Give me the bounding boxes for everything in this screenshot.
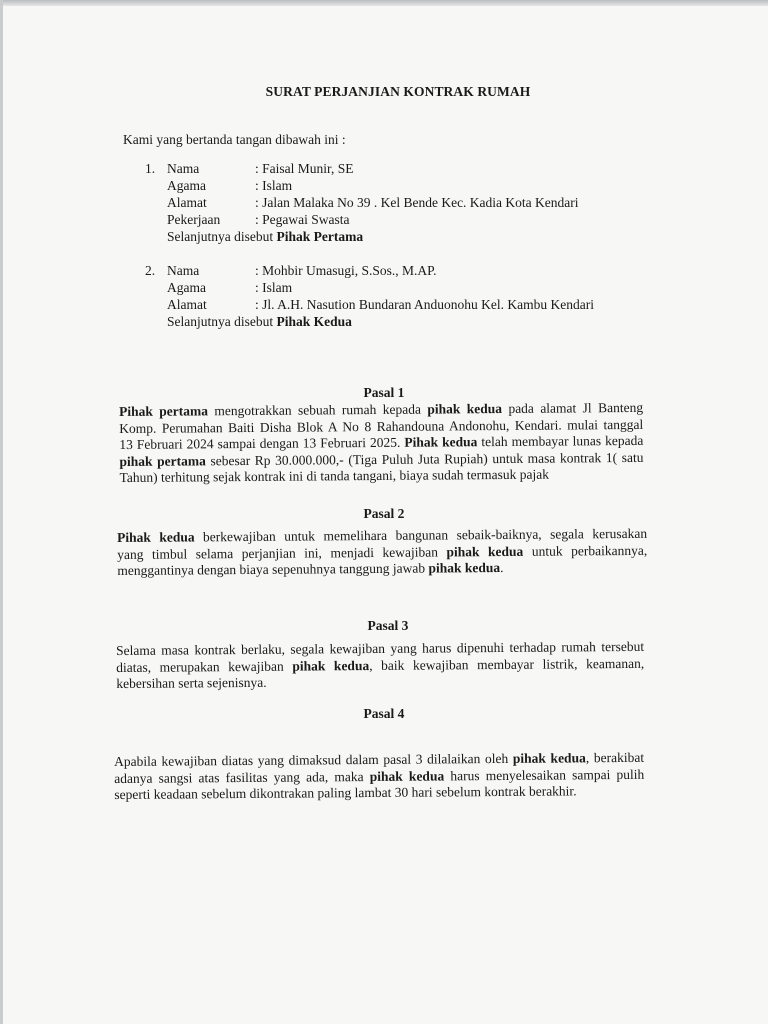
pasal-heading: Pasal 1: [363, 385, 405, 400]
bold-term: pihak pertama: [119, 452, 206, 469]
field-label: Nama: [167, 161, 200, 176]
party-field-row: [145, 177, 579, 194]
text-run: kebersihan serta sejenisnya.: [116, 674, 267, 691]
pasal-body: [117, 526, 647, 580]
party-field-row: [145, 296, 594, 313]
field-label: Pekerjaan: [167, 212, 221, 227]
bold-term: pihak kedua: [428, 559, 501, 576]
designation-prefix: Selanjutnya disebut: [167, 229, 277, 244]
paragraph-line: [116, 672, 644, 693]
pasal-body: [116, 639, 644, 693]
party-1: [145, 160, 579, 245]
text-run: , baik kewajiban membayar listrik, keamanan,: [369, 655, 645, 673]
designation-name: Pihak Pertama: [276, 229, 364, 244]
bold-term: pihak kedua: [446, 543, 524, 559]
text-run: pada alamat Jl Banteng: [501, 399, 644, 416]
text-run: adanya sangsi atas fasilitas yang ada, maka: [114, 768, 370, 786]
field-value: : Jalan Malaka No 39 . Kel Bende Kec. Kadia Kota Kendari: [255, 195, 579, 210]
field-label: Nama: [167, 263, 200, 278]
bold-term: pihak kedua: [292, 657, 370, 674]
text-run: berkewajiban untuk memelihara bangunan sebaik-baiknya, segala kerusakan: [194, 525, 648, 545]
text-run: mengotrakkan sebuah rumah kepada: [207, 401, 428, 419]
field-value: : Mohbir Umasugi, S.Sos., M.AP.: [255, 263, 437, 278]
party-field-row: [145, 194, 579, 211]
paragraph-line: [120, 466, 644, 487]
party-number: 1.: [145, 161, 156, 176]
designation-prefix: Selanjutnya disebut: [167, 314, 277, 329]
field-label: Alamat: [167, 297, 207, 312]
text-run: untuk perbaikannya,: [523, 542, 648, 559]
party-2: [145, 262, 594, 330]
text-run: menggantinya dengan biaya sepenuhnya tanggung jawab: [117, 560, 429, 578]
text-run: , berakibat: [585, 749, 645, 766]
field-label: Agama: [167, 178, 206, 193]
bold-term: Pihak kedua: [404, 434, 478, 450]
pasal-body: [114, 750, 644, 804]
pasal-heading: Pasal 2: [363, 506, 405, 521]
field-value: : Pegawai Swasta: [255, 212, 350, 227]
text-run: Selama masa kontrak berlaku, segala kewajiban yang harus dipenuhi terhadap rumah tersebut: [116, 638, 645, 658]
text-run: seperti keadaan sebelum dikontrakan paling lambat 30 hari sebelum kontrak berakhir.: [114, 783, 577, 802]
scan-edge: [0, 0, 768, 6]
text-run: Apabila kewajiban diatas yang dimaksud dalam pasal 3 dilalaikan oleh: [114, 750, 513, 769]
text-run: 13 Februari 2024 sampai dengan 13 Februari 2025.: [119, 434, 405, 452]
party-field-row: [145, 262, 594, 279]
field-label: Agama: [167, 280, 206, 295]
party-number: 2.: [145, 263, 156, 278]
text-run: .: [500, 559, 504, 575]
text-run: Tahun) terhitung sejak kontrak ini di tanda tangani, biaya sudah termasuk pajak: [119, 466, 550, 485]
bold-term: pihak kedua: [427, 400, 503, 417]
field-label: Alamat: [167, 195, 207, 210]
designation-name: Pihak Kedua: [276, 314, 352, 329]
paragraph-line: [114, 783, 644, 804]
document-title: SURAT PERJANJIAN KONTRAK RUMAH: [265, 84, 531, 99]
party-designation: [167, 228, 579, 245]
text-run: yang timbul selama perjanjian ini, menjadi kewajiban: [117, 543, 447, 562]
text-run: sebesar Rp 30.000.000,- (Tiga Puluh Juta Rupiah) untuk masa kontrak 1( satu: [205, 449, 644, 468]
pasal-heading: Pasal 4: [363, 706, 405, 721]
intro-text: Kami yang bertanda tangan dibawah ini :: [123, 132, 346, 147]
pasal-body: [119, 400, 644, 487]
pasal-heading: Pasal 3: [367, 618, 409, 633]
field-value: : Faisal Munir, SE: [255, 161, 354, 176]
bold-term: pihak kedua: [369, 767, 445, 784]
text-run: telah membayar lunas kepada: [477, 432, 644, 450]
party-field-row: [145, 279, 594, 296]
text-run: diatas, merupakan kewajiban: [116, 658, 293, 675]
field-value: : Islam: [255, 178, 293, 193]
party-field-row: [145, 211, 579, 228]
bold-term: Pihak kedua: [117, 529, 195, 545]
text-run: harus menyelesaikan sampai pulih: [444, 766, 645, 783]
bold-term: pihak kedua: [512, 750, 586, 766]
field-value: : Islam: [255, 280, 293, 295]
text-run: Komp. Perumahan Baiti Disha Blok A No 8 Rahandouna Andonohu, Kendari. mulai tanggal: [119, 416, 644, 436]
paragraph-line: [117, 559, 647, 580]
party-field-row: [145, 160, 579, 177]
bold-term: Pihak pertama: [119, 403, 209, 419]
party-designation: [167, 313, 594, 330]
field-value: : Jl. A.H. Nasution Bundaran Anduonohu Kel. Kambu Kendari: [255, 297, 594, 312]
